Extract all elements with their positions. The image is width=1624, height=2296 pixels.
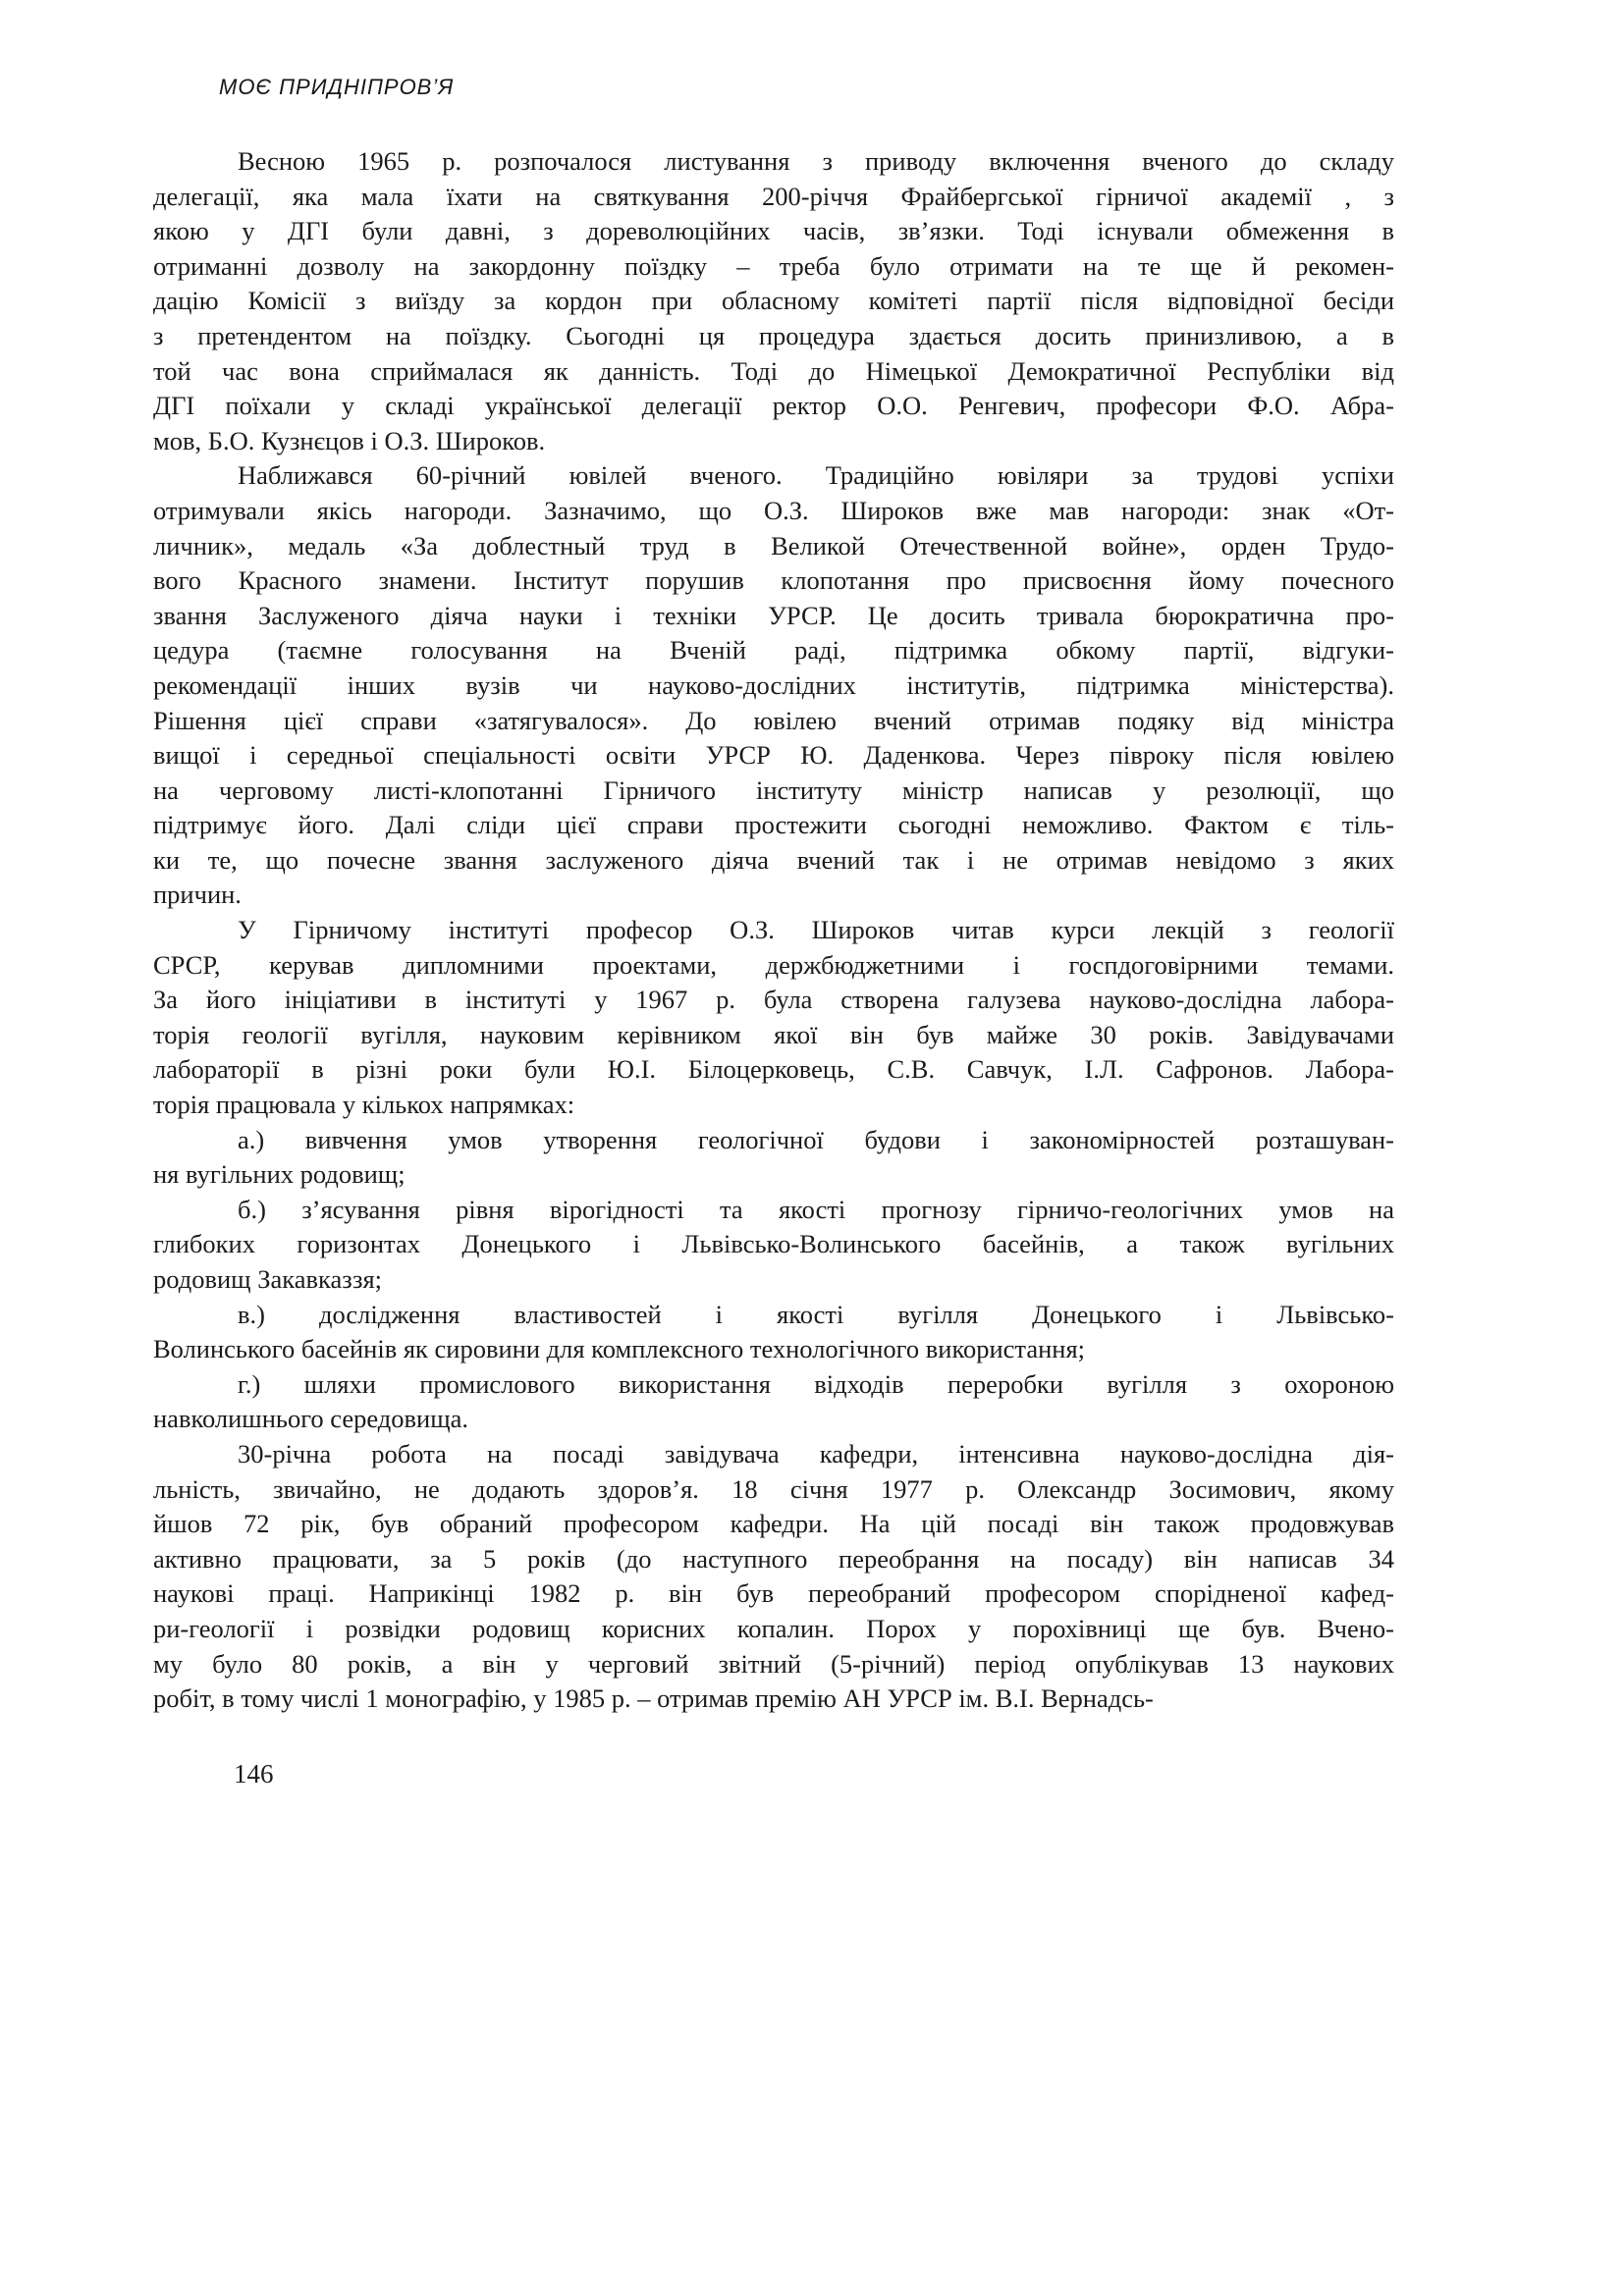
text-line: звання Заслуженого діяча науки і техніки УРСР. Це досить тривала бюрократична про- bbox=[153, 600, 1394, 630]
text-line: цедура (таємне голосування на Вченій раді, підтримка обкому партії, відгуки- bbox=[153, 635, 1394, 666]
page-number: 146 bbox=[234, 1759, 274, 1789]
text-line: торія геології вугілля, науковим керівником якої він був майже 30 років. Завідувачами bbox=[153, 1019, 1394, 1049]
text-line: ДГІ поїхали у складі української делегації ректор О.О. Ренгевич, професори Ф.О. Абра- bbox=[153, 391, 1394, 421]
text-line: ки те, що почесне звання заслуженого діяча вчений так і не отримав невідомо з яких bbox=[153, 844, 1394, 875]
text-line: личник», медаль «За доблестный труд в Великой Отечественной войне», орден Трудо- bbox=[153, 530, 1394, 561]
text-line: причин. bbox=[153, 880, 242, 910]
text-line: За його ініціативи в інституті у 1967 р. була створена галузева науково-дослідна лабора- bbox=[153, 985, 1394, 1015]
text-line: Рішення цієї справи «затягувалося». До ювілею вчений отримав подяку від міністра bbox=[153, 705, 1394, 735]
text-line: му було 80 років, а він у черговий звітний (5-річний) період опублікував 13 наукових bbox=[153, 1648, 1394, 1679]
running-header: МОЄ ПРИДНІПРОВ’Я bbox=[219, 75, 455, 99]
text-line: Весною 1965 р. розпочалося листування з приводу включення вченого до складу bbox=[238, 146, 1394, 176]
text-line: 30-річна робота на посаді завідувача кафедри, інтенсивна науково-дослідна дія- bbox=[238, 1438, 1394, 1468]
text-line: делегації, яка мала їхати на святкування 200-річчя Фрайбергської гірничої академії , з bbox=[153, 181, 1394, 211]
text-line: льність, звичайно, не додають здоров’я. 18 січня 1977 р. Олександр Зосимович, якому bbox=[153, 1473, 1394, 1504]
text-line: в.) дослідження властивостей і якості вугілля Донецького і Львівсько- bbox=[238, 1299, 1394, 1329]
text-line: на черговому листі-клопотанні Гірничого інституту міністр написав у резолюції, що bbox=[153, 774, 1394, 805]
text-line: ри-геології і розвідки родовищ корисних копалин. Порох у порохівниці ще був. Вчено- bbox=[153, 1613, 1394, 1643]
text-line: вищої і середньої спеціальності освіти УРСР Ю. Даденкова. Через півроку після ювілею bbox=[153, 740, 1394, 771]
text-line: глибоких горизонтах Донецького і Львівсько-Волинського басейнів, а також вугільних bbox=[153, 1229, 1394, 1259]
text-line: г.) шляхи промислового використання відходів переробки вугілля з охороною bbox=[238, 1368, 1394, 1399]
text-line: з претендентом на поїздку. Сьогодні ця процедура здається досить принизливою, а в bbox=[153, 320, 1394, 350]
text-line: СРСР, керував дипломними проектами, держбюджетними і госпдоговірними темами. bbox=[153, 949, 1394, 980]
text-line: навколишнього середовища. bbox=[153, 1404, 469, 1434]
text-line: б.) з’ясування рівня вірогідності та якості прогнозу гірничо-геологічних умов на bbox=[238, 1194, 1394, 1224]
text-line: наукові праці. Наприкінці 1982 р. він був переобраний професором спорідненої кафед- bbox=[153, 1578, 1394, 1609]
text-line: рекомендації інших вузів чи науково-дослідних інститутів, підтримка міністерства). bbox=[153, 669, 1394, 700]
text-line: отримували якісь нагороди. Зазначимо, що О.З. Широков вже мав нагороди: знак «От- bbox=[153, 495, 1394, 525]
text-line: ня вугільних родовищ; bbox=[153, 1159, 406, 1190]
text-line: мов, Б.О. Кузнєцов і О.З. Широков. bbox=[153, 425, 546, 455]
text-line: вого Красного знамени. Інститут порушив клопотання про присвоєння йому почесного bbox=[153, 565, 1394, 596]
body-text bbox=[153, 144, 1394, 1717]
text-line: підтримує його. Далі сліди цієї справи простежити сьогодні неможливо. Фактом є тіль- bbox=[153, 810, 1394, 840]
text-line: У Гірничому інституті професор О.З. Широков читав курси лекцій з геології bbox=[238, 915, 1394, 945]
text-line: родовищ Закавказзя; bbox=[153, 1264, 383, 1294]
text-line: торія працювала у кількох напрямках: bbox=[153, 1090, 575, 1120]
text-line: а.) вивчення умов утворення геологічної будови і закономірностей розташуван- bbox=[238, 1124, 1394, 1154]
text-line: Волинського басейнів як сировини для комплексного технологічного використання; bbox=[153, 1334, 1085, 1364]
text-line: дацію Комісії з виїзду за кордон при обласному комітеті партії після відповідної бесіди bbox=[153, 286, 1394, 316]
text-line: Наближався 60-річний ювілей вченого. Традиційно ювіляри за трудові успіхи bbox=[238, 460, 1394, 491]
text-line: активно працювати, за 5 років (до наступного переобрання на посаду) він написав 34 bbox=[153, 1543, 1394, 1574]
text-line: якою у ДГІ були давні, з дореволюційних часів, зв’язки. Тоді існували обмеження в bbox=[153, 216, 1394, 246]
text-line: лабораторії в різні роки були Ю.І. Білоцерковець, С.В. Савчук, І.Л. Сафронов. Лабора- bbox=[153, 1054, 1394, 1085]
text-line: йшов 72 рік, був обраний професором кафедри. На цій посаді він також продовжував bbox=[153, 1509, 1394, 1539]
text-line: той час вона сприймалася як данність. Тоді до Німецької Демократичної Республіки від bbox=[153, 355, 1394, 386]
text-line: робіт, в тому числі 1 монографію, у 1985 р. – отримав премію АН УРСР ім. В.І. Вернадсь- bbox=[153, 1683, 1154, 1714]
text-line: отриманні дозволу на закордонну поїздку – треба було отримати на те ще й рекомен- bbox=[153, 250, 1394, 281]
